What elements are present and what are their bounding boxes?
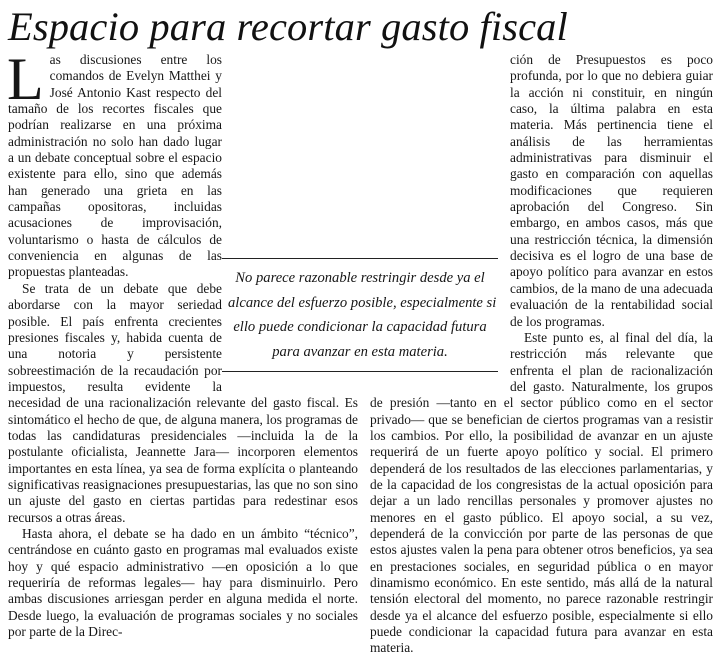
pull-quote (222, 258, 498, 372)
pull-quote-line-2: alcance del esfuerzo posible, especialmente si (228, 294, 497, 311)
paragraph-3: Hasta ahora, el debate se ha dado en un ámbito “técnico”, centrándose en cuánto gasto en programas mal evaluados existe hoy y qué espacio administrativo —en oposición a lo que requeriría de reformas legales— hay para disminuirlo. Pero ambas discusiones arriesgan perder en alguna medida el norte. Desde luego, la evaluación de programas sociales y no sociales por parte de la Direc- (8, 525, 358, 640)
paragraph-1 (7, 46, 358, 281)
pull-quote-line-4: para avanzar en esta materia. (272, 343, 448, 360)
paragraph-5: Este punto es, al final del día, la restricción más relevante que enfrenta el plan de racionalización del gasto. Naturalmente, los grupos de presión —tanto en el sector público como en el sector privado— que se benefician de ciertos programas van a resistir los cambios. Por ello, la posibilidad de avanzar en un ajuste requerirá de un fuerte apoyo político y social. El primero dependerá de los resultados de las elecciones parlamentarias, y de la capacidad de los congresistas de la actual oposición para dejar a un lado rencillas personales y promover ajustes no menores en el gasto público. El apoyo social, a su vez, dependerá de la convicción por parte de las personas de que estos ajustes valen la pena para obtener otros beneficios, ya sea en prestaciones sociales, en seguridad pública o en mayor dinamismo económico. En este sentido, más allá de la natural tensión electoral del momento, no parece razonable restringir desde ya el alcance del esfuerzo posible, especialmente si ello puede condicionar la capacidad futura para avanzar en esta materia. (370, 329, 713, 656)
pull-quote-line-1: No parece razonable restringir desde ya el (235, 270, 485, 286)
paragraph-4: ción de Presupuestos es poco profunda, por lo que no debiera guiar la acción ni constituir, en ningún caso, la última palabra en esta materia. Más pertinencia tiene el análisis de las herramientas administrativas para disminuir el gasto en comparación con aquellas modificaciones que requieren aprobación del Congreso. Sin embargo, en ambos casos, más que una restricción técnica, la dimensión decisiva es el logro de una base de apoyo político para avanzar en estos cambios, de la mano de una adecuada evaluación de la rentabilidad social de los programas. (510, 52, 713, 329)
drop-cap: L (7, 46, 44, 112)
headline: Espacio para recortar gasto fiscal (8, 4, 568, 49)
paragraph-1-text: as discusiones entre los comandos de Evelyn Matthei y José Antonio Kast respecto del tamaño de los recortes fiscales que podrían realizarse en una próxima administración no solo han dado lugar a un debate conceptual sobre el espacio existente para ello, sino que además han generado una grieta en las campañas opositoras, incluidas acusaciones de improvisación, voluntarismo o hasta de cálculos de conveniencia en algunas de las propuestas planteadas. (8, 52, 222, 280)
pull-quote-line-3: ello puede condicionar la capacidad futura (233, 319, 487, 335)
paragraph-2: Se trata de un debate que debe abordarse con la mayor seriedad posible. El país enfrenta crecientes presiones fiscales y, habida cuenta de una notoria y persistente sobreestimación de la recaudación por impuestos, resulta evidente la necesidad de una racionalización relevante del gasto fiscal. Es sintomático el hecho de que, de alguna manera, los programas de todas las candidaturas presidenciales —incluida la de la postulante oficialista, Jeannette Jara— incorporen elementos importantes en esta línea, ya sea de forma explícita o planteando significativas reasignaciones presupuestarias, las que no son sino un ajuste del gasto en ciertas partidas para redestinar esos recursos a otras áreas. (8, 280, 358, 525)
